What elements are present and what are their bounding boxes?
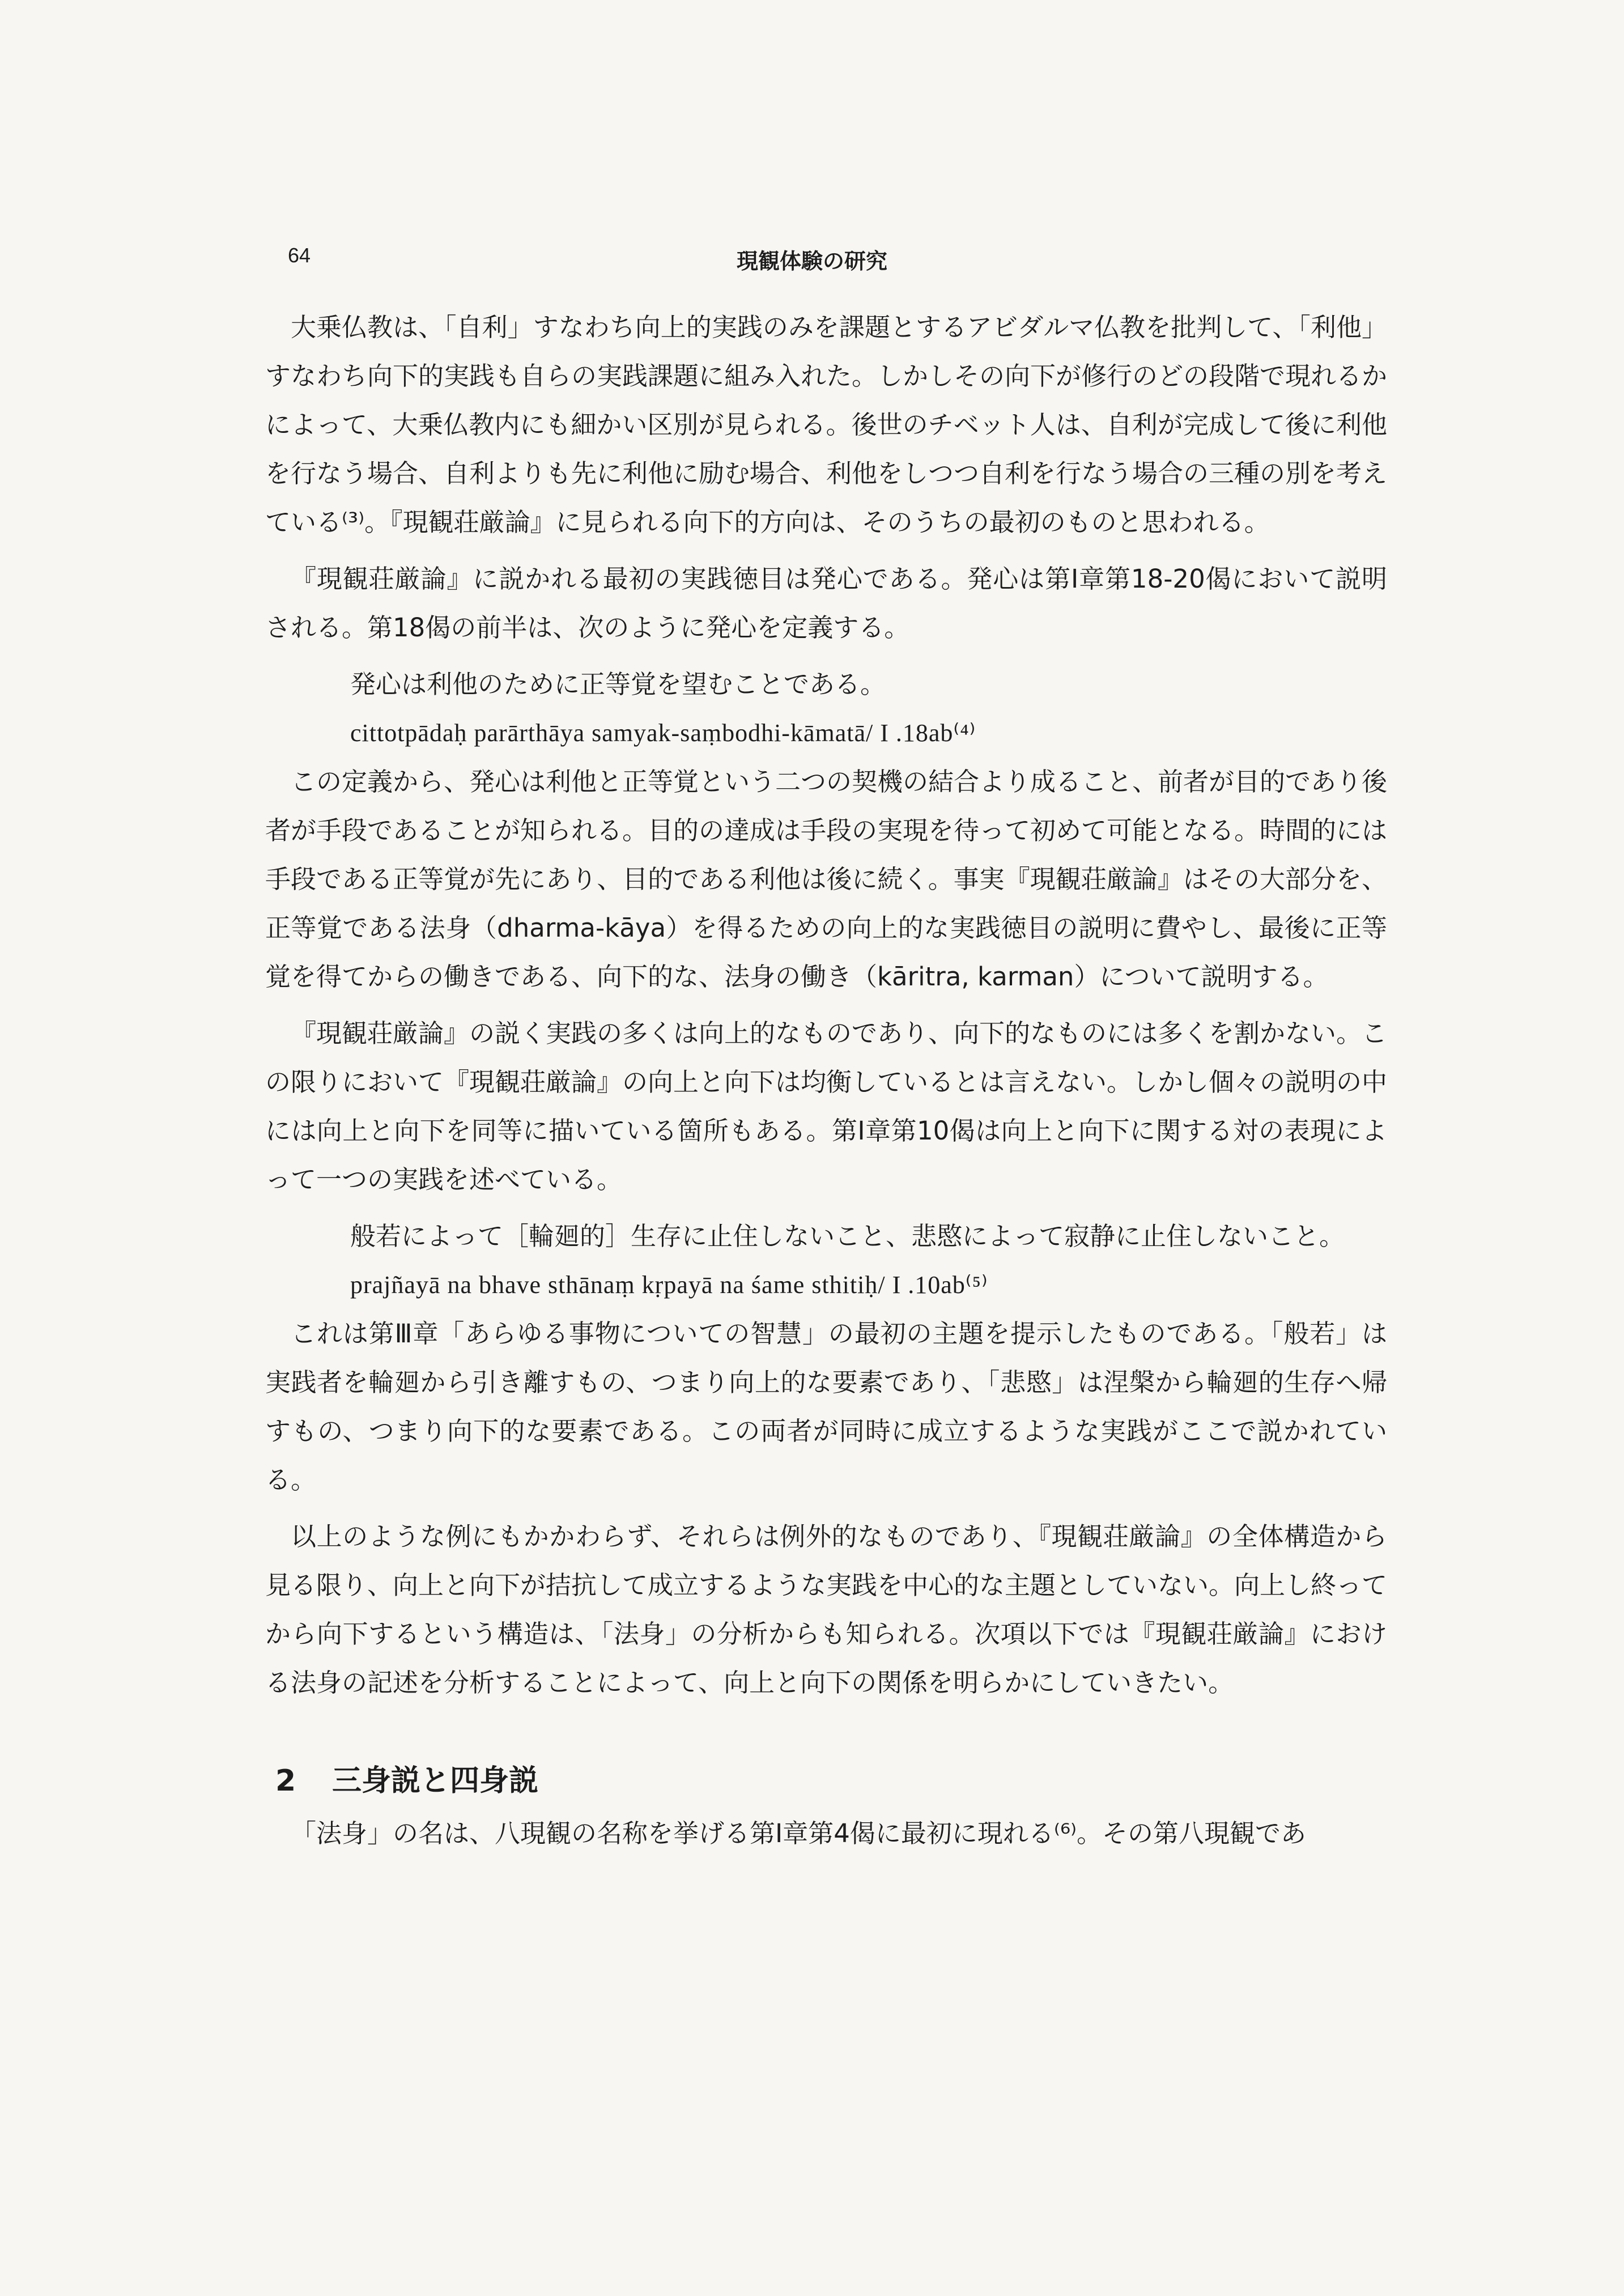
section-number: 2 bbox=[275, 1764, 296, 1798]
section-title: 三身説と四身説 bbox=[332, 1764, 539, 1798]
running-title: 現観体験の研究 bbox=[736, 249, 887, 274]
paragraph: この定義から、発心は利他と正等覚という二つの契機の結合より成ること、前者が目的であり後者が手段であることが知られる。目的の達成は手段の実現を待って初めて可能となる。時間的には手段である正等覚が先にあり、目的である利他は後に続く。事実『現観荘厳論』はその大部分を、正等覚である法身（dharma-kāya）を得るための向上的な実践徳目の説明に費やし、最後に正等覚を得てからの働きである、向下的な、法身の働き（kāritra, karman）について説明する。 bbox=[265, 767, 1388, 992]
quotation-sanskrit: prajñayā na bhave sthānaṃ kṛpayā na śame sthitiḥ/ I .10ab⁽⁵⁾ bbox=[350, 1271, 988, 1299]
page-header bbox=[0, 244, 1624, 278]
paragraph: これは第Ⅲ章「あらゆる事物についての智慧」の最初の主題を提示したものである。「般若」は実践者を輪廻から引き離すもの、つまり向上的な要素であり、「悲愍」は涅槃から輪廻的生存へ帰すもの、つまり向下的な要素である。この両者が同時に成立するような実践がここで説かれている。 bbox=[265, 1319, 1387, 1495]
paragraph: 以上のような例にもかかわらず、それらは例外的なものであり、『現観荘厳論』の全体構造から見る限り、向上と向下が拮抗して成立するような実践を中心的な主題としていない。向上し終ってから向下するという構造は、「法身」の分析からも知られる。次項以下では『現観荘厳論』における法身の記述を分析することによって、向上と向下の関係を明らかにしていきたい。 bbox=[265, 1521, 1388, 1698]
page-body bbox=[265, 303, 1387, 1866]
paragraph: 『現観荘厳論』に説かれる最初の実践徳目は発心である。発心は第Ⅰ章第18-20偈において説明される。第18偈の前半は、次のように発心を定義する。 bbox=[265, 564, 1387, 643]
paragraph: 「法身」の名は、八現観の名称を挙げる第Ⅰ章第4偈に最初に現れる⁽⁶⁾。その第八現観であ bbox=[291, 1818, 1307, 1848]
quotation-sanskrit: cittotpādaḥ parārthāya samyak-saṃbodhi-kāmatā/ I .18ab⁽⁴⁾ bbox=[350, 719, 976, 747]
section-heading bbox=[265, 1758, 1387, 1804]
quotation-japanese: 発心は利他のために正等覚を望むことである。 bbox=[350, 669, 886, 699]
paragraph: 『現観荘厳論』の説く実践の多くは向上的なものであり、向下的なものには多くを割かない。この限りにおいて『現観荘厳論』の向上と向下は均衡しているとは言えない。しかし個々の説明の中には向上と向下を同等に描いている箇所もある。第Ⅰ章第10偈は向上と向下に関する対の表現によって一つの実践を述べている。 bbox=[265, 1018, 1388, 1194]
paragraph: 大乗仏教は、「自利」すなわち向上的実践のみを課題とするアビダルマ仏教を批判して、「利他」すなわち向下的実践も自らの実践課題に組み入れた。しかしその向下が修行のどの段階で現れるかによって、大乗仏教内にも細かい区別が見られる。後世のチベット人は、自利が完成して後に利他を行なう場合、自利よりも先に利他に励む場合、利他をしつつ自利を行なう場合の三種の別を考えている⁽³⁾。『現観荘厳論』に見られる向下的方向は、そのうちの最初のものと思われる。 bbox=[265, 312, 1388, 537]
quotation-japanese: 般若によって［輪廻的］生存に止住しないこと、悲愍によって寂静に止住しないこと。 bbox=[350, 1221, 1345, 1251]
page-number: 64 bbox=[288, 244, 311, 267]
